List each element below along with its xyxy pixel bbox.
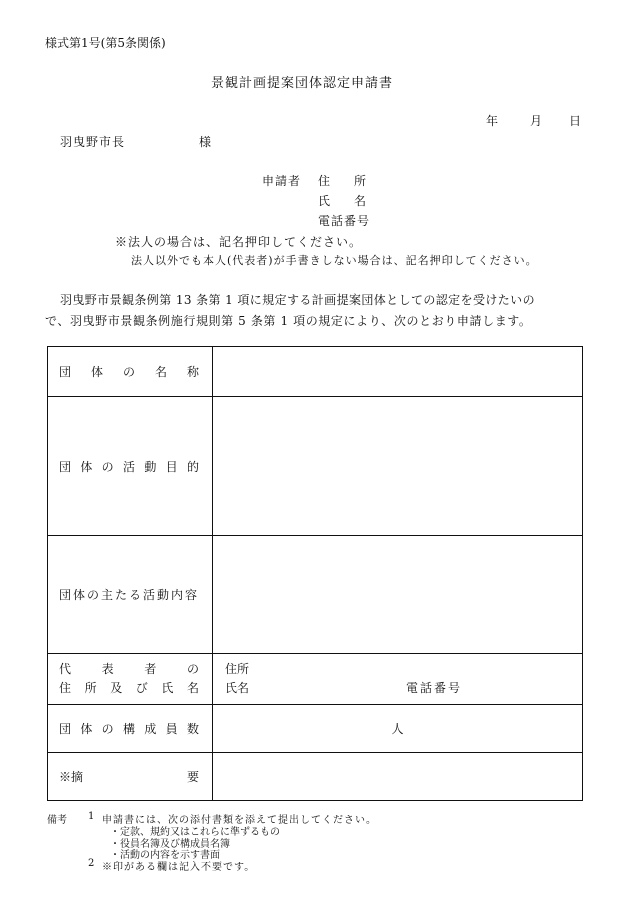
table-row-group-name — [48, 347, 583, 397]
member-count-field[interactable] — [213, 705, 583, 753]
honorific: 様 — [199, 135, 212, 149]
applicant-name-label: 氏 名 — [318, 194, 367, 208]
document-title: 景観計画提案団体認定申請書 — [211, 76, 394, 91]
group-purpose-label: 団 体 の 活 動 目 的 — [48, 397, 213, 536]
remarks-summary-label: ※摘 要 — [48, 753, 213, 801]
table-row-member-count — [48, 705, 583, 753]
applicant-address-label: 住 所 — [318, 174, 367, 188]
applicant-phone-label: 電話番号 — [318, 214, 371, 228]
representative-field[interactable] — [213, 654, 583, 705]
group-name-field[interactable] — [213, 347, 583, 397]
date-month-label: 月 — [530, 114, 543, 128]
member-count-unit: 人 — [391, 722, 404, 736]
remarks-subitem: ・定款、規約又はこれらに準ずるもの — [110, 827, 280, 838]
table-row-main-activity — [48, 536, 583, 654]
form-number: 様式第1号(第5条関係) — [45, 36, 166, 50]
main-activity-field[interactable] — [213, 536, 583, 654]
date-day-label: 日 — [569, 114, 582, 128]
note-non-corporation: 法人以外でも本人(代表者)が手書きしない場合は、記名押印してください。 — [131, 254, 538, 267]
date-year-label: 年 — [486, 114, 499, 128]
group-name-label: 団 体 の 名 称 — [48, 347, 213, 397]
table-row-group-purpose — [48, 397, 583, 536]
main-activity-label: 団体の主たる活動内容 — [48, 536, 213, 654]
applicant-label: 申請者 — [262, 174, 302, 188]
remarks-item2-number: 2 — [88, 858, 95, 869]
member-count-label: 団 体 の 構 成 員 数 — [48, 705, 213, 753]
representative-label: 代 表 者 の 住 所 及 び 氏 名 — [48, 654, 213, 705]
remarks-subitem: ・役員名簿及び構成員名簿 — [110, 839, 230, 850]
application-table — [47, 346, 583, 801]
rep-address-label: 住所 — [225, 662, 250, 676]
addressee: 羽曳野市長 — [60, 135, 126, 149]
rep-name-label: 氏名 — [225, 681, 250, 695]
rep-phone-label: 電話番号 — [406, 681, 463, 695]
body-text-line2: で、羽曳野市景観条例施行規則第 5 条第 1 項の規定により、次のとおり申請します。 — [45, 314, 532, 328]
remarks-label: 備考 — [47, 815, 67, 826]
body-text-line1: 羽曳野市景観条例第 13 条第 1 項に規定する計画提案団体としての認定を受けたいの — [60, 293, 535, 307]
table-row-representative — [48, 654, 583, 705]
remarks-item1: 申請書には、次の添付書類を添えて提出してください。 — [102, 815, 377, 826]
table-row-remarks — [48, 753, 583, 801]
group-purpose-field[interactable] — [213, 397, 583, 536]
remarks-item1-number: 1 — [88, 811, 95, 822]
remarks-summary-field — [213, 753, 583, 801]
remarks-item2: ※印がある欄は記入不要です。 — [102, 862, 256, 873]
note-corporation: ※法人の場合は、記名押印してください。 — [115, 235, 363, 249]
remarks-subitem: ・活動の内容を示す書面 — [110, 850, 220, 861]
